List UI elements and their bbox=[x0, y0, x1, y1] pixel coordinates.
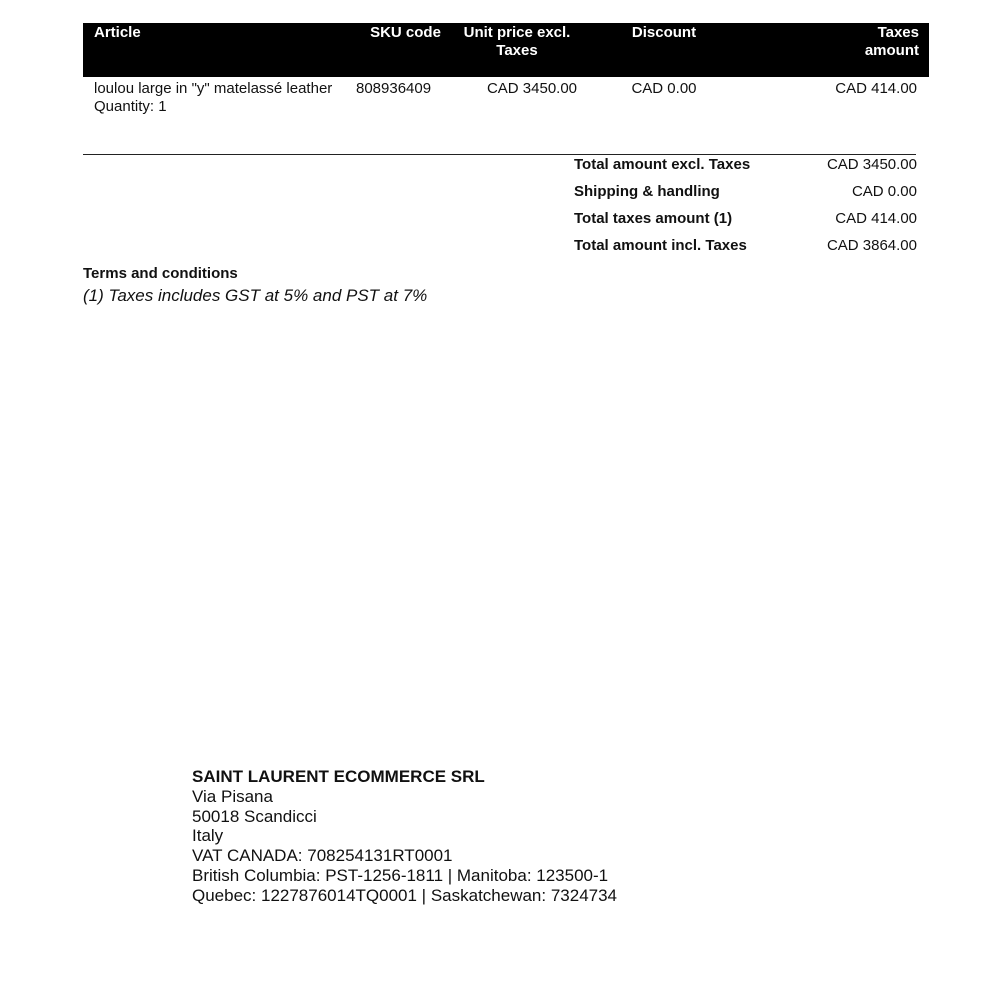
total-value: CAD 0.00 bbox=[851, 183, 917, 200]
total-value: CAD 414.00 bbox=[835, 210, 917, 227]
company-vat: VAT CANADA: 708254131RT0001 bbox=[192, 846, 453, 866]
total-taxes-row bbox=[574, 210, 917, 237]
table-row bbox=[83, 77, 929, 137]
company-street: Via Pisana bbox=[192, 786, 273, 806]
cell-discount: CAD 0.00 bbox=[631, 80, 697, 97]
header-unit-price bbox=[458, 24, 576, 60]
header-taxes-line2: amount bbox=[864, 42, 919, 59]
company-provincial-tax-1: British Columbia: PST-1256-1811 | Manitoba: 123500-1 bbox=[192, 865, 609, 885]
total-incl-taxes-row bbox=[574, 237, 917, 264]
total-value: CAD 3864.00 bbox=[826, 237, 917, 254]
total-label: Total amount incl. Taxes bbox=[574, 237, 747, 254]
totals-divider bbox=[83, 154, 916, 155]
terms-note: (1) Taxes includes GST at 5% and PST at 7% bbox=[83, 286, 428, 305]
cell-sku: 808936409 bbox=[356, 80, 432, 97]
totals-summary bbox=[574, 156, 917, 264]
table-header bbox=[83, 23, 929, 77]
company-country: Italy bbox=[192, 826, 224, 846]
article-quantity: Quantity: 1 bbox=[94, 98, 167, 115]
header-taxes-line1: Taxes bbox=[877, 24, 919, 41]
company-provincial-tax-2: Quebec: 1227876014TQ0001 | Saskatchewan: 7324734 bbox=[192, 885, 618, 905]
total-label: Shipping & handling bbox=[574, 183, 720, 200]
company-address-block bbox=[192, 767, 617, 906]
total-label: Total taxes amount (1) bbox=[574, 210, 733, 227]
shipping-row bbox=[574, 183, 917, 210]
total-value: CAD 3450.00 bbox=[826, 156, 917, 173]
header-article: Article bbox=[94, 24, 141, 41]
header-unit-price-line2: Taxes bbox=[496, 42, 538, 59]
header-unit-price-line1: Unit price excl. bbox=[463, 24, 571, 41]
company-name: SAINT LAURENT ECOMMERCE SRL bbox=[192, 767, 485, 786]
cell-article bbox=[94, 80, 332, 116]
total-excl-taxes-row bbox=[574, 156, 917, 183]
invoice-items-table bbox=[83, 23, 929, 137]
header-taxes-amount bbox=[803, 24, 919, 60]
cell-taxes-amount: CAD 414.00 bbox=[835, 80, 917, 97]
header-sku-code: SKU code bbox=[370, 24, 441, 41]
cell-unit-price: CAD 3450.00 bbox=[486, 80, 578, 97]
article-name: loulou large in "y" matelassé leather bbox=[94, 80, 333, 97]
total-label: Total amount excl. Taxes bbox=[574, 156, 751, 173]
terms-title: Terms and conditions bbox=[83, 265, 238, 282]
header-discount: Discount bbox=[631, 24, 697, 41]
company-city: 50018 Scandicci bbox=[192, 806, 317, 826]
